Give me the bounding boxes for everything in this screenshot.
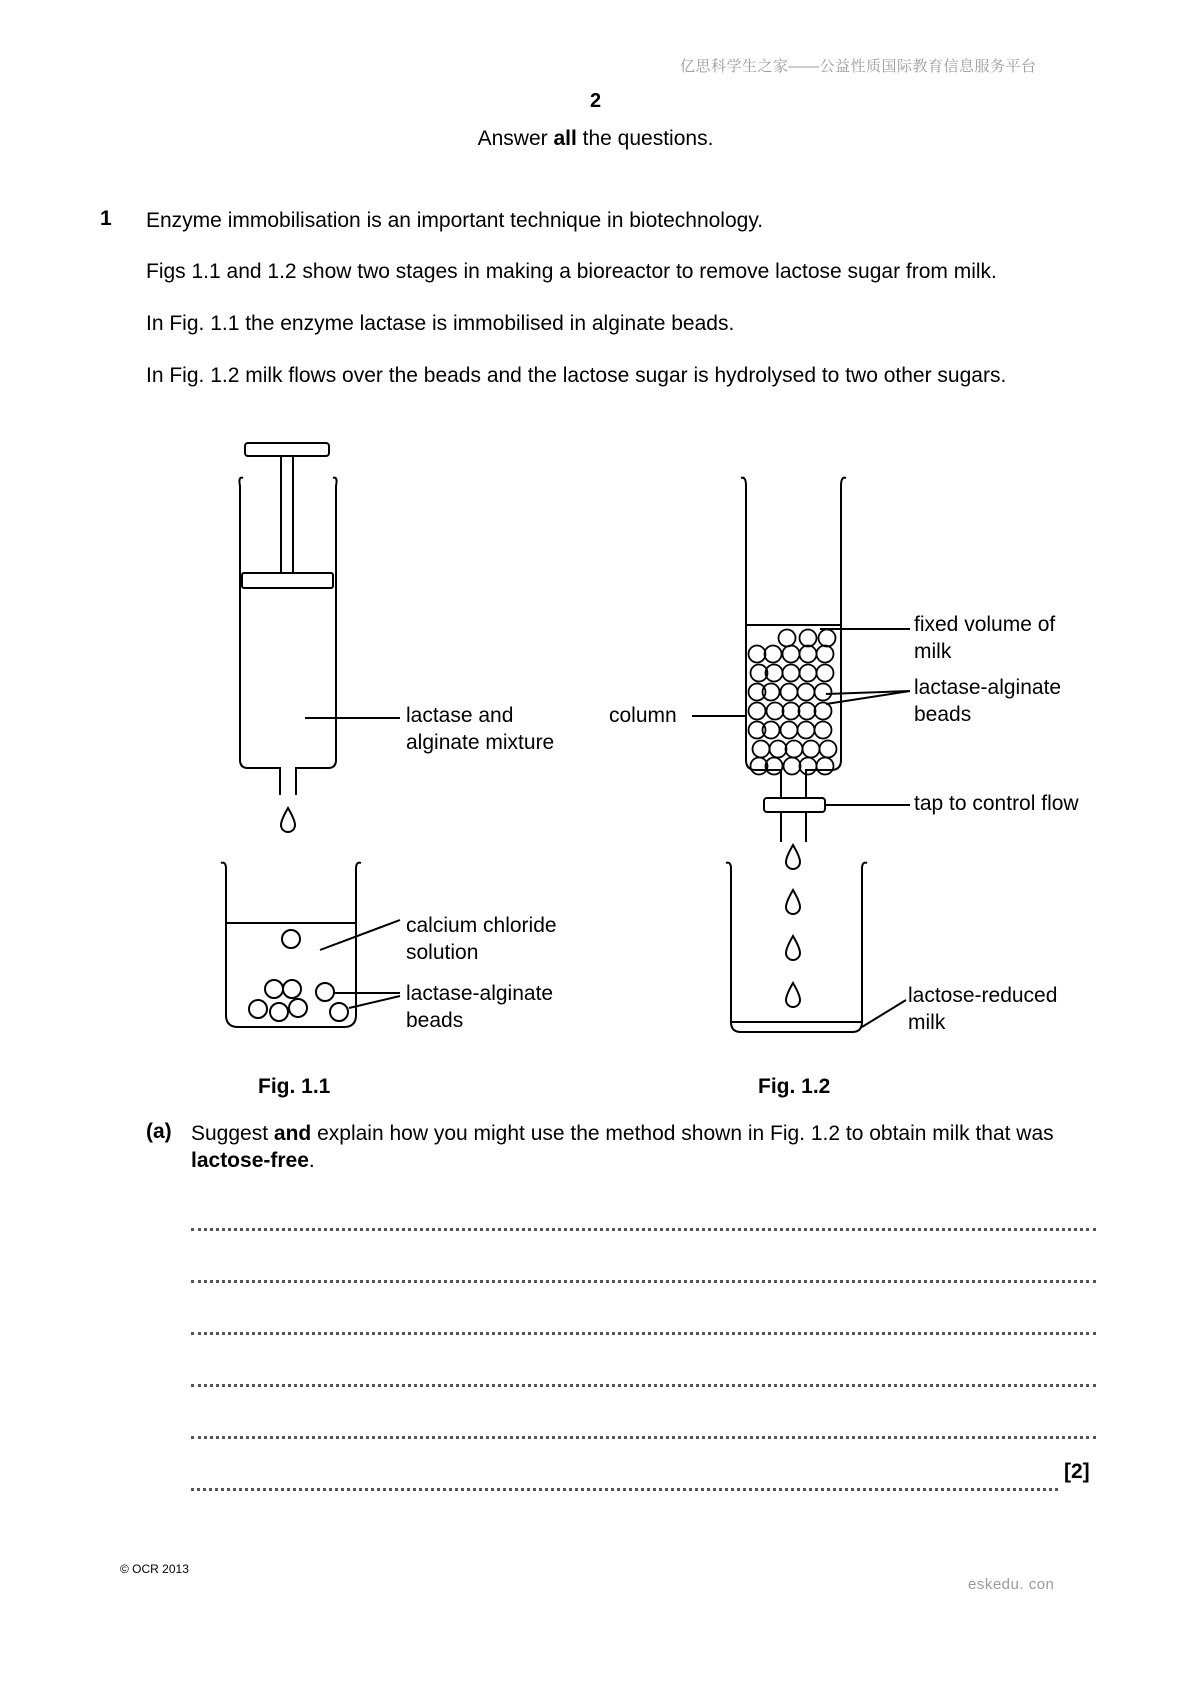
column-bead: [803, 741, 820, 758]
label-calcium-line1: calcium chloride: [406, 914, 557, 937]
column-bead: [798, 684, 815, 701]
instruction-prefix: Answer: [477, 127, 554, 150]
answer-line[interactable]: [191, 1484, 1058, 1491]
answer-line[interactable]: [191, 1432, 1096, 1439]
answer-line[interactable]: [191, 1328, 1096, 1335]
caption-fig-1-1: Fig. 1.1: [258, 1075, 331, 1098]
falling-drops: [786, 845, 800, 1007]
column-bead: [749, 703, 766, 720]
answer-line[interactable]: [191, 1276, 1096, 1283]
question-number: 1: [100, 207, 112, 230]
label-beads-1-line2: beads: [406, 1009, 464, 1032]
column-bead: [749, 646, 766, 663]
part-a-text-3: .: [308, 1149, 315, 1172]
column-bead: [815, 684, 832, 701]
part-a-text-1: Suggest: [191, 1122, 274, 1145]
column-bead: [800, 665, 817, 682]
column-bead: [770, 741, 787, 758]
question-paragraph-3: In Fig. 1.1 the enzyme lactase is immobilised in alginate beads.: [146, 312, 735, 335]
column-right-wall: [806, 478, 846, 798]
page-number: 2: [589, 90, 602, 112]
question-intro: Enzyme immobilisation is an important technique in biotechnology.: [146, 209, 764, 232]
column-bead: [815, 722, 832, 739]
syringe-barrel-left: [239, 478, 280, 795]
question-paragraph-4: In Fig. 1.2 milk flows over the beads and the lactose sugar is hydrolysed to two other sugars.: [146, 364, 1007, 387]
column-bead: [815, 703, 832, 720]
column-bead: [817, 758, 834, 775]
fig-1-2-drawing: [692, 478, 910, 1032]
label-beads-1-line1: lactase-alginate: [406, 982, 554, 1005]
column-bead: [783, 703, 800, 720]
leader-reduced: [862, 1000, 906, 1027]
part-a-text-2: explain how you might use the method shown in Fig. 1.2 to obtain milk that was: [311, 1122, 1054, 1145]
column-left-wall: [741, 478, 781, 798]
column-bead: [800, 758, 817, 775]
beaker-1-beads: [249, 930, 348, 1021]
beaker-1: [221, 863, 361, 1027]
instruction-suffix: the questions.: [576, 127, 714, 150]
watermark-bottom: eskedu. con: [968, 1576, 1055, 1593]
column-bead: [767, 703, 784, 720]
label-beads-2-line1: lactase-alginate: [914, 676, 1062, 699]
column-bead: [817, 665, 834, 682]
column-bead: [784, 758, 801, 775]
instruction-bold: all: [553, 127, 577, 150]
leader-calcium: [320, 920, 400, 950]
marks-indicator: [2]: [1064, 1460, 1090, 1483]
part-a-label: (a): [146, 1120, 172, 1143]
column-beads: [749, 630, 837, 775]
column-bead: [781, 722, 798, 739]
column-bead: [753, 741, 770, 758]
syringe: [239, 443, 336, 832]
copyright: © OCR 2013: [120, 1562, 189, 1576]
label-reduced-line2: milk: [908, 1011, 946, 1034]
fig-1-1-drawing: [221, 443, 400, 1027]
column-bead: [765, 646, 782, 663]
column-bead: [786, 741, 803, 758]
label-reduced-line1: lactose-reduced: [908, 984, 1058, 1007]
question-paragraph-2: Figs 1.1 and 1.2 show two stages in making a bioreactor to remove lactose sugar from milk.: [146, 260, 997, 283]
column-bead: [781, 684, 798, 701]
label-calcium-line2: solution: [406, 941, 479, 964]
label-tap: tap to control flow: [914, 792, 1079, 815]
label-column: column: [609, 704, 677, 727]
part-a-bold-1: and: [273, 1122, 312, 1145]
column-bead: [819, 630, 836, 647]
column-bead: [800, 630, 817, 647]
column-bead: [783, 646, 800, 663]
watermark-top: 亿思科学生之家——公益性质国际教育信息服务平台: [680, 58, 1037, 75]
column-bead: [817, 646, 834, 663]
column-bead: [800, 646, 817, 663]
column-bead: [798, 722, 815, 739]
column-bead: [820, 741, 837, 758]
plunger-head: [242, 573, 333, 588]
flow-tap: [764, 798, 825, 812]
column-bead: [779, 630, 796, 647]
caption-fig-1-2: Fig. 1.2: [758, 1075, 831, 1098]
part-a-bold-2: lactose-free: [191, 1149, 309, 1172]
syringe-drop: [281, 808, 295, 832]
label-mixture-line2: alginate mixture: [406, 731, 555, 754]
label-fixed-milk-line1: fixed volume of: [914, 613, 1056, 636]
column-bead: [783, 665, 800, 682]
plunger-handle: [245, 443, 329, 456]
column-bead: [799, 703, 816, 720]
label-fixed-milk-line2: milk: [914, 640, 952, 663]
label-mixture-line1: lactase and: [406, 704, 514, 727]
label-beads-2-line2: beads: [914, 703, 972, 726]
answer-line[interactable]: [191, 1380, 1096, 1387]
syringe-barrel-right: [296, 478, 337, 795]
answer-line[interactable]: [191, 1224, 1096, 1231]
part-a-question: [191, 1120, 1096, 1174]
